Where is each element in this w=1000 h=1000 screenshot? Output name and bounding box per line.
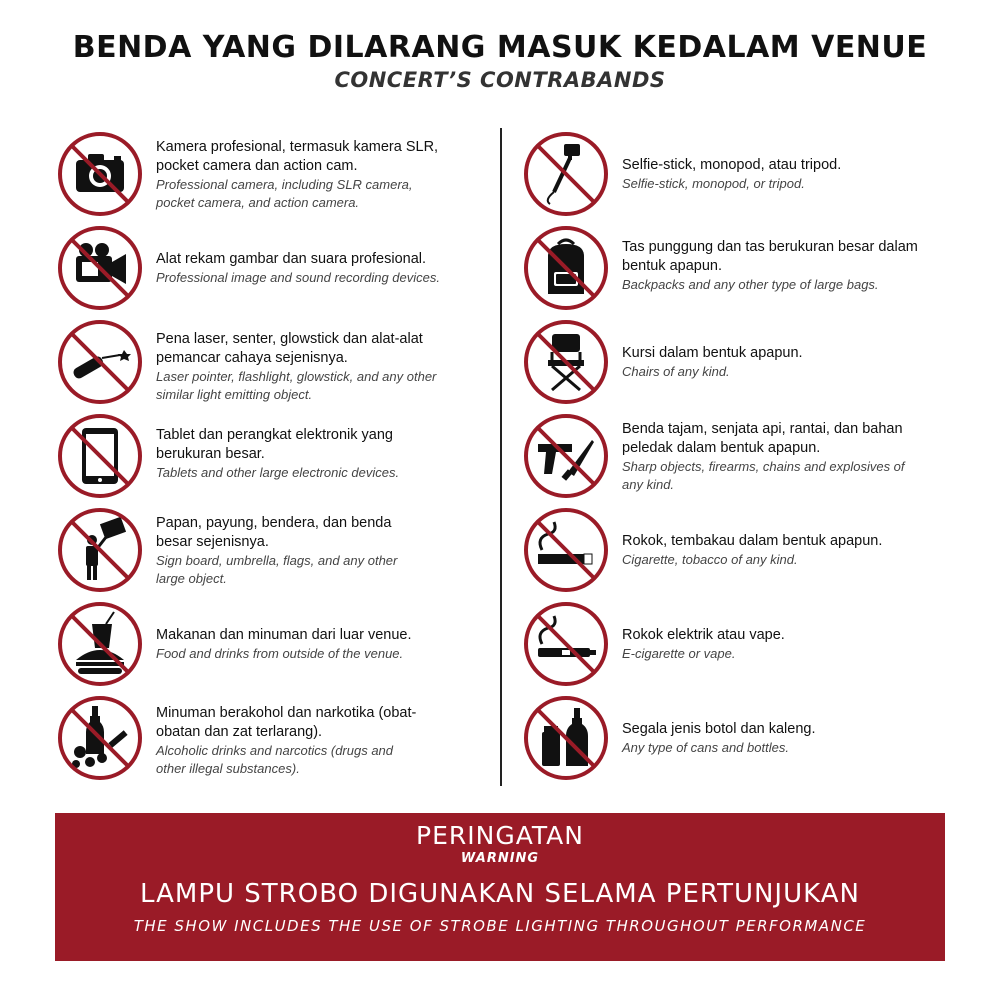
- item-id-line: Alat rekam gambar dan suara profesional.: [156, 251, 427, 267]
- no-camera-icon: [58, 132, 142, 216]
- item-en-line: Backpacks and any other type of large bags.: [622, 277, 879, 292]
- item-id-line: Rokok, tembakau dalam bentuk apapun.: [622, 533, 883, 549]
- no-food-drink-icon: [58, 602, 142, 686]
- item-en-line: Sign board, umbrella, flags, and any other: [156, 553, 398, 568]
- item-id-line: obatan dan zat terlarang).: [156, 724, 323, 740]
- item-id-line: Kamera profesional, termasuk kamera SLR,: [156, 139, 439, 155]
- no-tablet-icon: [58, 414, 142, 498]
- item-id-line: berukuran besar.: [156, 446, 265, 462]
- page-title: BENDA YANG DILARANG MASUK KEDALAM VENUE: [72, 30, 928, 65]
- item-id-line: Rokok elektrik atau vape.: [622, 627, 785, 643]
- item-en-line: other illegal substances).: [156, 761, 300, 776]
- item-id-line: Segala jenis botol dan kaleng.: [622, 721, 816, 737]
- item-id-line: Minuman berakohol dan narkotika (obat-: [156, 705, 417, 721]
- item-en-line: Chairs of any kind.: [622, 364, 730, 379]
- item-id-line: Pena laser, senter, glowstick dan alat-alat: [156, 331, 423, 347]
- item-en-line: Food and drinks from outside of the venue.: [156, 646, 404, 661]
- item-id-line: Makanan dan minuman dari luar venue.: [156, 627, 412, 643]
- item-en-line: any kind.: [622, 477, 675, 492]
- page-subtitle: CONCERT’S CONTRABANDS: [334, 68, 666, 92]
- no-smoking-icon: [524, 508, 608, 592]
- item-en-line: similar light emitting object.: [156, 387, 313, 402]
- no-backpack-icon: [524, 226, 608, 310]
- item-en-line: Any type of cans and bottles.: [622, 740, 789, 755]
- item-en-line: large object.: [156, 571, 227, 586]
- item-en-line: Selfie-stick, monopod, or tripod.: [622, 176, 805, 191]
- item-en-line: Sharp objects, firearms, chains and explosives of: [622, 459, 905, 474]
- column-divider: [500, 128, 502, 786]
- item-en-line: E-cigarette or vape.: [622, 646, 736, 661]
- item-en-line: Laser pointer, flashlight, glowstick, and any other: [156, 369, 437, 384]
- warning-message-en: THE SHOW INCLUDES THE USE OF STROBE LIGHTING THROUGHOUT PERFORMANCE: [133, 917, 867, 935]
- item-id-line: Kursi dalam bentuk apapun.: [622, 345, 803, 361]
- item-id-line: Selfie-stick, monopod, atau tripod.: [622, 157, 842, 173]
- item-en-line: Professional image and sound recording devices.: [156, 270, 441, 285]
- no-alcohol-drugs-icon: [58, 696, 142, 780]
- item-en-line: pocket camera, and action camera.: [156, 195, 360, 210]
- item-id-line: bentuk apapun.: [622, 258, 722, 274]
- no-selfie-stick-icon: [524, 132, 608, 216]
- no-video-camera-icon: [58, 226, 142, 310]
- item-id-line: besar sejenisnya.: [156, 534, 269, 550]
- item-en-line: Cigarette, tobacco of any kind.: [622, 552, 798, 567]
- item-id-line: Papan, payung, bendera, dan benda: [156, 515, 392, 531]
- no-bottles-cans-icon: [524, 696, 608, 780]
- no-sign-board-icon: [58, 508, 142, 592]
- item-en-line: Tablets and other large electronic devices.: [156, 465, 400, 480]
- warning-title-en: WARNING: [460, 851, 540, 866]
- item-en-line: Professional camera, including SLR camera,: [156, 177, 413, 192]
- no-chair-icon: [524, 320, 608, 404]
- item-id-line: peledak dalam bentuk apapun.: [622, 440, 821, 456]
- item-id-line: pemancar cahaya sejenisnya.: [156, 350, 348, 366]
- no-laser-pointer-icon: [58, 320, 142, 404]
- warning-title: PERINGATAN: [416, 821, 584, 850]
- warning-banner: [55, 813, 945, 961]
- item-en-line: Alcoholic drinks and narcotics (drugs and: [156, 743, 394, 758]
- no-weapons-icon: [524, 414, 608, 498]
- no-vape-icon: [524, 602, 608, 686]
- item-id-line: Benda tajam, senjata api, rantai, dan bahan: [622, 421, 903, 437]
- item-id-line: Tablet dan perangkat elektronik yang: [156, 427, 393, 443]
- warning-message: LAMPU STROBO DIGUNAKAN SELAMA PERTUNJUKAN: [140, 879, 860, 909]
- item-id-line: pocket camera dan action cam.: [156, 158, 358, 174]
- item-id-line: Tas punggung dan tas berukuran besar dalam: [622, 239, 918, 255]
